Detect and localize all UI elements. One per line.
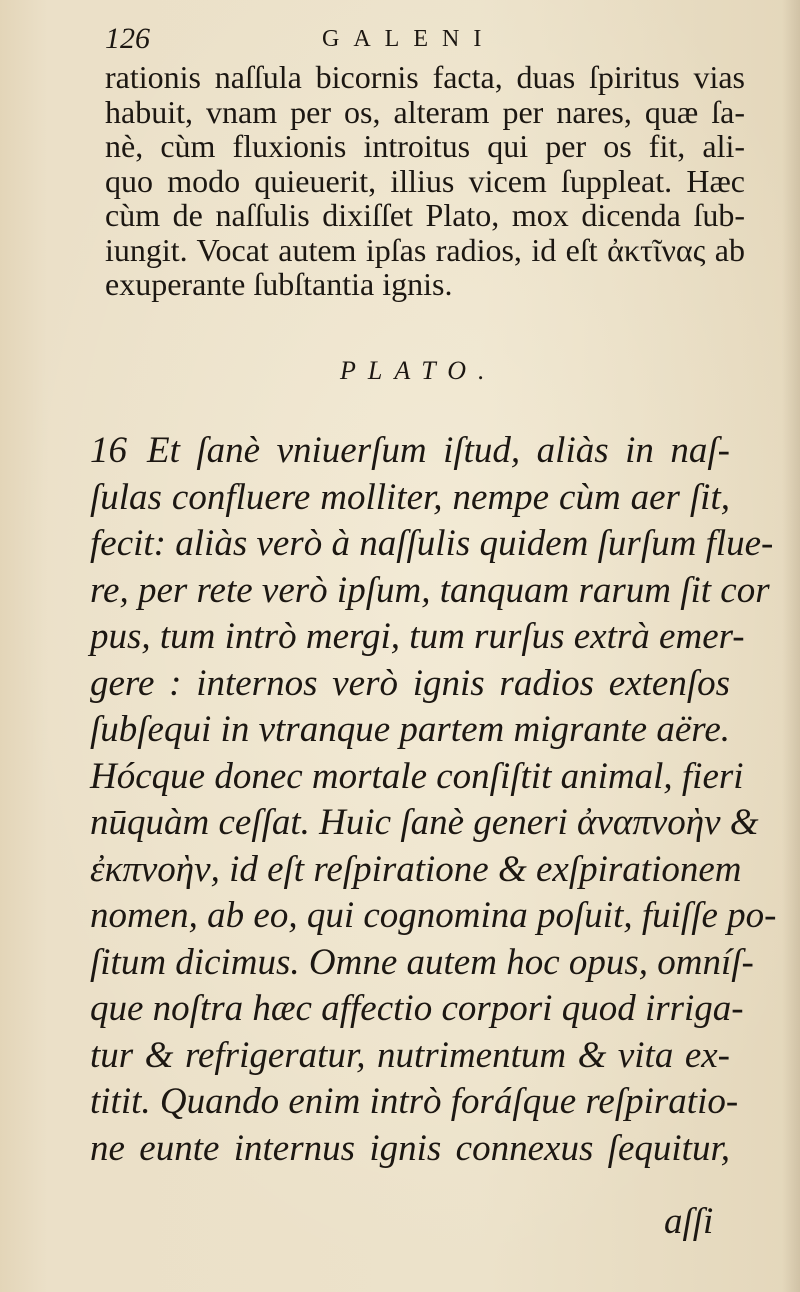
plato-line-text: Et ſanè vniuerſum iſtud, aliàs in naſ- xyxy=(147,430,730,471)
commentary-line: nè, cùm fluxionis introitus qui per os fit, ali- xyxy=(105,128,745,164)
commentary-line: iungit. Vocat autem ipſas radios, id eſt ἀκτῖνας ab xyxy=(105,231,745,268)
plato-line: re, per rete verò ipſum, tanquam rarum ſit cor xyxy=(90,569,770,611)
plato-line xyxy=(90,428,730,475)
plato-line: ſulas confluere molliter, nempe cùm aer ſit, xyxy=(90,476,730,518)
plato-line: ἐκπνοὴν, id eſt reſpiratione & exſpirationem xyxy=(90,848,742,890)
running-head: GALENI xyxy=(322,26,496,52)
commentary-line: rationis naſſula bicornis facta, duas ſpiritus vias xyxy=(105,59,745,95)
catchword: aſſi xyxy=(664,1201,714,1242)
page-number: 126 xyxy=(105,22,150,55)
plato-line: nūquàm ceſſat. Huic ſanè generi ἀναπνοὴν & xyxy=(90,802,759,843)
plato-line: nomen, ab eo, qui cognomina poſuit, fuiſſe po- xyxy=(90,895,777,936)
plato-line: titit. Quando enim intrò foráſque reſpiratio- xyxy=(90,1081,739,1122)
plato-line: Hócque donec mortale conſiſtit animal, fieri xyxy=(90,755,744,797)
commentary-paragraph xyxy=(105,60,745,302)
page-edge-shadow xyxy=(782,0,800,1292)
commentary-line: cùm de naſſulis dixiſſet Plato, mox dicenda ſub- xyxy=(105,197,745,233)
plato-line: fecit: aliàs verò à naſſulis quidem ſurſum flue- xyxy=(90,523,774,564)
plato-line: ſitum dicimus. Omne autem hoc opus, omníſ- xyxy=(90,941,754,983)
commentary-line: quo modo quieuerit, illius vicem ſuppleat. Hæc xyxy=(105,162,745,199)
verse-number: 16 xyxy=(90,430,127,471)
plato-paragraph xyxy=(90,428,777,1172)
plato-line: que noſtra hæc affectio corpori quod irriga- xyxy=(90,988,744,1029)
plato-line: ſubſequi in vtranque partem migrante aëre. xyxy=(90,709,730,750)
plato-line: pus, tum intrò mergi, tum rurſus extrà emer- xyxy=(90,616,745,657)
commentary-line: exuperante ſubſtantia ignis. xyxy=(105,266,453,302)
plato-line: gere : internos verò ignis radios extenſos xyxy=(90,662,730,704)
section-heading: PLATO. xyxy=(340,356,497,385)
plato-line: ne eunte internus ignis connexus ſequitur, xyxy=(90,1127,730,1169)
commentary-line: habuit, vnam per os, alteram per nares, quæ ſa- xyxy=(105,93,745,130)
plato-line: tur & refrigeratur, nutrimentum & vita ex- xyxy=(90,1034,730,1076)
